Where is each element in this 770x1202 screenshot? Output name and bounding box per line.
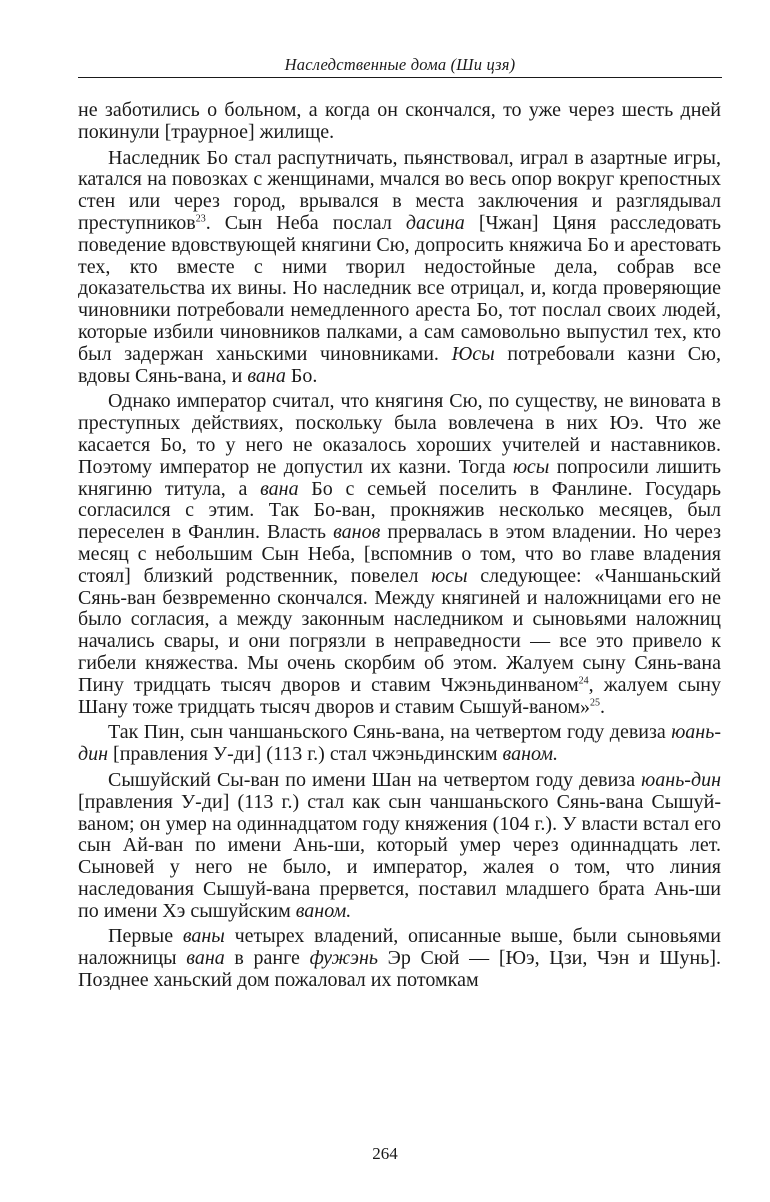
italic-term: юсы — [513, 455, 550, 478]
text-run: Бо с семьей поселить в Фанлине. Государь согласился с этим. Так Бо-ван, прокняжив несколько месяцев, был переселен в Фанлин. Власть — [78, 477, 721, 544]
italic-term: юань-дин — [78, 721, 721, 766]
italic-term: ванов — [333, 521, 381, 544]
paragraph-6 — [78, 926, 721, 991]
header-rule — [78, 77, 722, 78]
text-run: Сышуйский Сы-ван по имени Шан на четвертом году девиза — [108, 768, 642, 791]
italic-term: ваном. — [295, 899, 352, 922]
text-run: не заботились о больном, а когда он скончался, то уже через шесть дней покинули [траурное] жилище. — [78, 99, 721, 143]
text-run: следующее: «Чаншаньский Сянь-ван безвременно скончался. Между княгиней и наложницами его не было согласия, а между законным наследником и сыновьями наложниц начались свары, и они погрязли в неправедности — все это привело к гибели княжества. Мы очень скорбим об этом. Жалуем сыну Сянь-вана Пину тридцать тысяч дворов и ставим Чжэньдинваном — [78, 564, 721, 696]
text-run: Бо. — [285, 364, 318, 387]
text-run: , жалуем сыну Шану тоже тридцать тысяч дворов и ставим Сышуй-ваном» — [78, 673, 722, 718]
text-run: . Сын Неба послал — [205, 211, 406, 234]
italic-term: ваном. — [502, 743, 558, 766]
paragraph-4 — [78, 722, 721, 766]
italic-term: юсы — [431, 564, 468, 587]
italic-term: вана — [186, 947, 225, 970]
text-run: Наследник Бо стал распутничать, пьянствовал, играл в азартные игры, катался на повозках с женщинами, мчался во весь опор вокруг крепостных стен или через город, врывался в места заключения и разглядывал преступников — [78, 146, 721, 234]
text-run: Первые — [108, 925, 183, 948]
italic-term: фужэнь — [309, 947, 378, 970]
paragraph-3 — [78, 391, 721, 718]
text-run: [Чжан] Цяня расследовать поведение вдовствующей княгини Сю, допросить княжича Бо и арестовать тех, кто вместе с ними творил недостойные дела, собрав все доказательства их вины. Но наследник все отрицал, и, когда проверяющие чиновники потребовали немедленного ареста Бо, тот послал своих людей, которые избили чиновников палками, а сам самовольно выпустил тех, кто был задержан ханьскими чиновниками. — [78, 211, 722, 365]
page-number: 264 — [372, 1144, 398, 1163]
paragraph-1 — [78, 100, 721, 144]
text-run: потребовали казни Сю, вдовы Сянь-вана, и — [78, 342, 721, 387]
footnote-ref: 24 — [578, 675, 589, 687]
text-run: Эр Сюй — [Юэ, Цзи, Чэн и Шунь]. Позднее ханьский дом пожаловал их потомкам — [78, 947, 722, 992]
paragraph-2 — [78, 148, 721, 388]
text-run: Так Пин, сын чаншаньского Сянь-вана, на четвертом году девиза — [108, 721, 672, 744]
body-text — [78, 100, 721, 996]
text-run: [правления У-ди] (113 г.) стал чжэньдинским — [108, 743, 503, 766]
text-run: Однако император считал, что княгиня Сю, по существу, не виновата в преступных действиях, поскольку была вовлечена в них Юэ. Что же касается Бо, то у него не оказалось хороших учителей и наставников. Поэтому император не допустил их казни. Тогда — [78, 390, 721, 478]
running-header: Наследственные дома (Ши цзя) — [284, 55, 516, 74]
italic-term: Юсы — [451, 342, 495, 365]
italic-term: вана — [247, 364, 286, 387]
italic-term: ваны — [182, 925, 225, 948]
paragraph-5 — [78, 770, 721, 923]
text-run: прервалась в этом владении. Но через месяц с небольшим Сын Неба, [вспомнив о том, что во главе владения стоял] близкий родственник, повелел — [78, 521, 722, 587]
italic-term: юань-дин — [641, 768, 721, 791]
footnote-ref: 23 — [195, 213, 206, 225]
text-run: четырех владений, описанные выше, были сыновьями наложницы — [78, 925, 721, 970]
text-run: [правления У-ди] (113 г.) стал как сын чаншаньского Сянь-вана Сышуй-ваном; он умер на одиннадцатом году княжения (104 г.). У власти встал его сын Ай-ван по имени Ань-ши, который умер через одиннадцать лет. Сыновей у него не было, и император, жалея о том, что линия наследования Сышуй-вана прервется, поставил младшего брата Ань-ши по имени Хэ сышуйским — [78, 790, 721, 922]
footnote-ref: 25 — [590, 696, 601, 708]
italic-term: дасина — [405, 211, 465, 234]
text-run: в ранге — [224, 947, 310, 970]
text-run: . — [600, 695, 606, 718]
text-run: попросили лишить княгиню титула, а — [78, 455, 721, 500]
italic-term: вана — [260, 477, 299, 500]
